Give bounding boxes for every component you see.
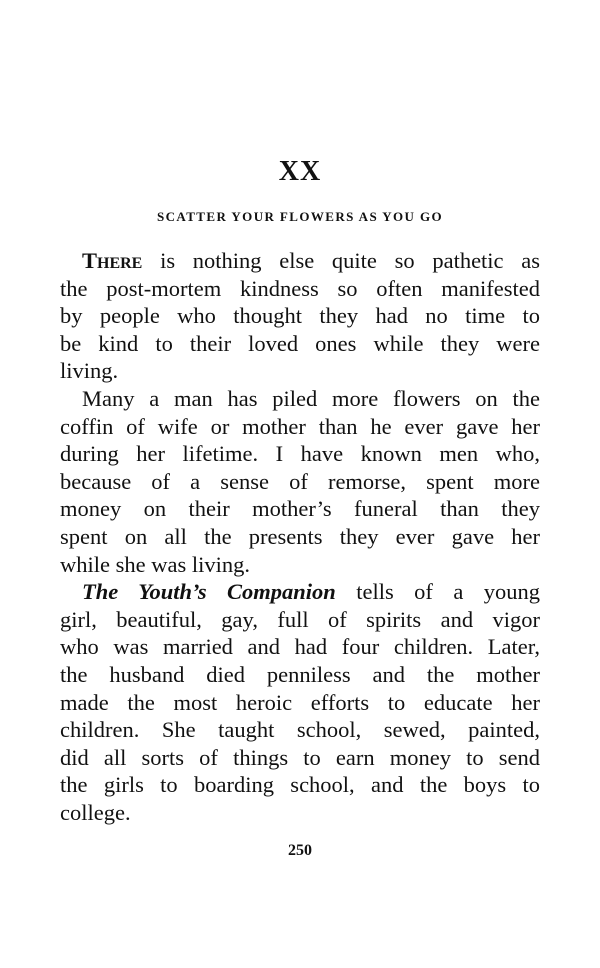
paragraph-line: who was married and had four children. Later, — [60, 634, 540, 660]
paragraph-line: while she was living. — [60, 551, 250, 577]
chapter-title: SCATTER YOUR FLOWERS AS YOU GO — [156, 209, 444, 224]
paragraph-line: coffin of wife or mother than he ever gave her — [60, 413, 540, 439]
paragraph-3 — [60, 578, 540, 826]
paragraph-line: did all sorts of things to earn money to send — [60, 744, 540, 770]
paragraph-lead-smallcaps: There — [82, 248, 143, 273]
paragraph-line: the post-mortem kindness so often manifested — [60, 275, 540, 301]
paragraph-2 — [60, 385, 540, 578]
paragraph-line: college. — [60, 799, 131, 825]
paragraph-line: money on their mother’s funeral than they — [60, 496, 540, 522]
paragraph-line: by people who thought they had no time to — [60, 303, 540, 329]
paragraph-line: the girls to boarding school, and the boys to — [60, 772, 540, 798]
paragraph-line: the husband died penniless and the mother — [60, 661, 540, 687]
paragraph-line: during her lifetime. I have known men who, — [60, 441, 540, 467]
paragraph-line: girl, beautiful, gay, full of spirits and vigor — [60, 606, 540, 632]
paragraph-line: living. — [60, 358, 119, 384]
paragraph-line — [60, 578, 540, 606]
paragraph-line: children. She taught school, sewed, painted, — [60, 717, 540, 743]
chapter-number: XX — [278, 156, 322, 187]
paragraph-line: spent on all the presents they ever gave her — [60, 523, 540, 549]
paragraph-line — [60, 247, 540, 275]
paragraph-1 — [60, 247, 540, 385]
paragraph-line: because of a sense of remorse, spent more — [60, 468, 540, 494]
paragraph-line: be kind to their loved ones while they were — [60, 330, 540, 356]
paragraph-line: made the most heroic efforts to educate her — [60, 689, 540, 715]
line-text: is nothing else quite so pathetic as — [142, 248, 540, 273]
body-text — [60, 247, 540, 826]
publication-title-italic: The Youth’s Companion — [82, 579, 336, 605]
page-number: 250 — [288, 842, 312, 859]
line-text: tells of a young — [335, 579, 540, 605]
paragraph-line: Many a man has piled more flowers on the — [82, 385, 540, 411]
